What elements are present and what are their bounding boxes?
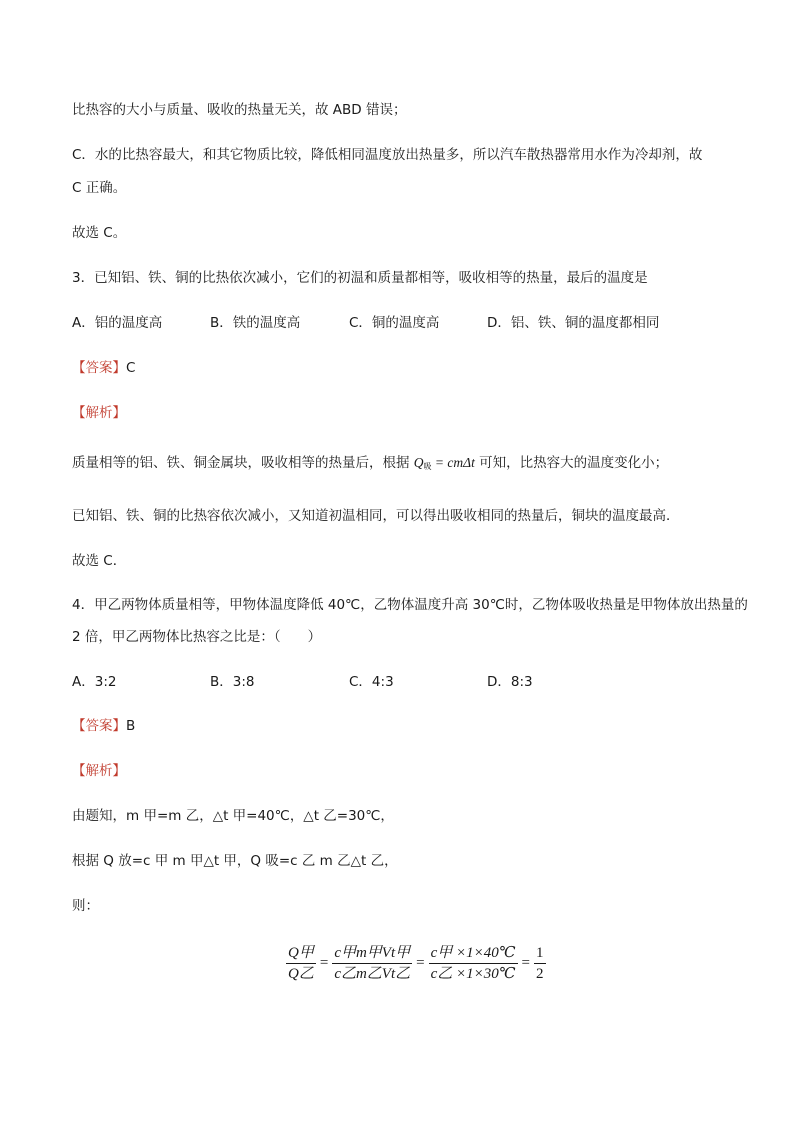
- text-line: 故选 C。: [72, 225, 127, 241]
- answer-tag: 【答案】: [72, 360, 126, 376]
- q3-option-b: B．铁的温度高: [210, 315, 301, 331]
- q3-analysis-line-3: 故选 C．: [72, 553, 127, 569]
- fraction: $\frac{\text{c甲m甲Vt甲}}{\text{c乙m乙Vt乙}}$: [334, 945, 411, 982]
- answer-tag: 【答案】: [72, 718, 126, 734]
- ratio-equation: [286, 944, 546, 983]
- q3-analysis-line-2: 已知铝、铁、铜的比热容依次减小，又知道初温相同，可以得出吸收相同的热量后，铜块的温度最高．: [72, 508, 680, 524]
- q4-known: 由题知，m 甲=m 乙，△t 甲=40℃，△t 乙=30℃，: [72, 808, 394, 824]
- q3-option-a: A．铝的温度高: [72, 315, 163, 331]
- q4-option-b: B．3:8: [210, 674, 255, 690]
- answer-value: C: [126, 360, 136, 376]
- text-line: C．水的比热容最大，和其它物质比较，降低相同温度放出热量多，所以汽车散热器常用水作为冷却剂，故: [72, 147, 703, 163]
- formula: $Q_吸 = cm\Delta t$: [413, 455, 475, 471]
- analysis-tag: 【解析】: [72, 405, 126, 421]
- equals-sign: =: [416, 955, 425, 971]
- analysis-text: 可知，比热容大的温度变化小；: [479, 455, 669, 471]
- q4-basis: 根据 Q 放=c 甲 m 甲△t 甲，Q 吸=c 乙 m 乙△t 乙，: [72, 853, 398, 869]
- question-4-stem-1: 4．甲乙两物体质量相等，甲物体温度降低 40℃，乙物体温度升高 30℃时，乙物体吸收热量是甲物体放出热量的: [72, 597, 748, 613]
- fraction: $\frac{1}{2}$: [536, 945, 544, 982]
- question-4-stem-2: 2 倍，甲乙两物体比热容之比是：（ ）: [72, 629, 322, 645]
- text-line: C 正确。: [72, 180, 127, 196]
- answer-value: B: [126, 718, 136, 734]
- fraction: $\frac{\text{Q甲}}{\text{Q乙}}$: [288, 945, 314, 982]
- q3-option-d: D．铝、铁、铜的温度都相同: [487, 315, 660, 331]
- analysis-tag: 【解析】: [72, 763, 126, 779]
- text-line: 比热容的大小与质量、吸收的热量无关，故 ABD 错误；: [72, 102, 407, 118]
- question-3-stem: 3．已知铝、铁、铜的比热依次减小，它们的初温和质量都相等，吸收相等的热量，最后的温度是: [72, 270, 648, 286]
- q4-option-d: D．8:3: [487, 674, 533, 690]
- q3-answer: [72, 358, 135, 378]
- q3-analysis-line-1: [72, 453, 668, 477]
- fraction: $\frac{\text{c甲 ×1×40℃}}{\text{c乙 ×1×30℃}}$: [430, 945, 516, 982]
- q4-answer: [72, 716, 135, 736]
- equals-sign: =: [319, 955, 329, 971]
- analysis-text: 质量相等的铝、铁、铜金属块，吸收相等的热量后，根据: [72, 455, 410, 471]
- equals-sign: =: [521, 955, 531, 971]
- q3-option-c: C．铜的温度高: [349, 315, 440, 331]
- q4-then: 则：: [72, 898, 99, 914]
- q4-option-c: C．4:3: [349, 674, 394, 690]
- q3-analysis-tag: [72, 403, 126, 423]
- q4-option-a: A．3:2: [72, 674, 117, 690]
- q4-analysis-tag: [72, 761, 126, 781]
